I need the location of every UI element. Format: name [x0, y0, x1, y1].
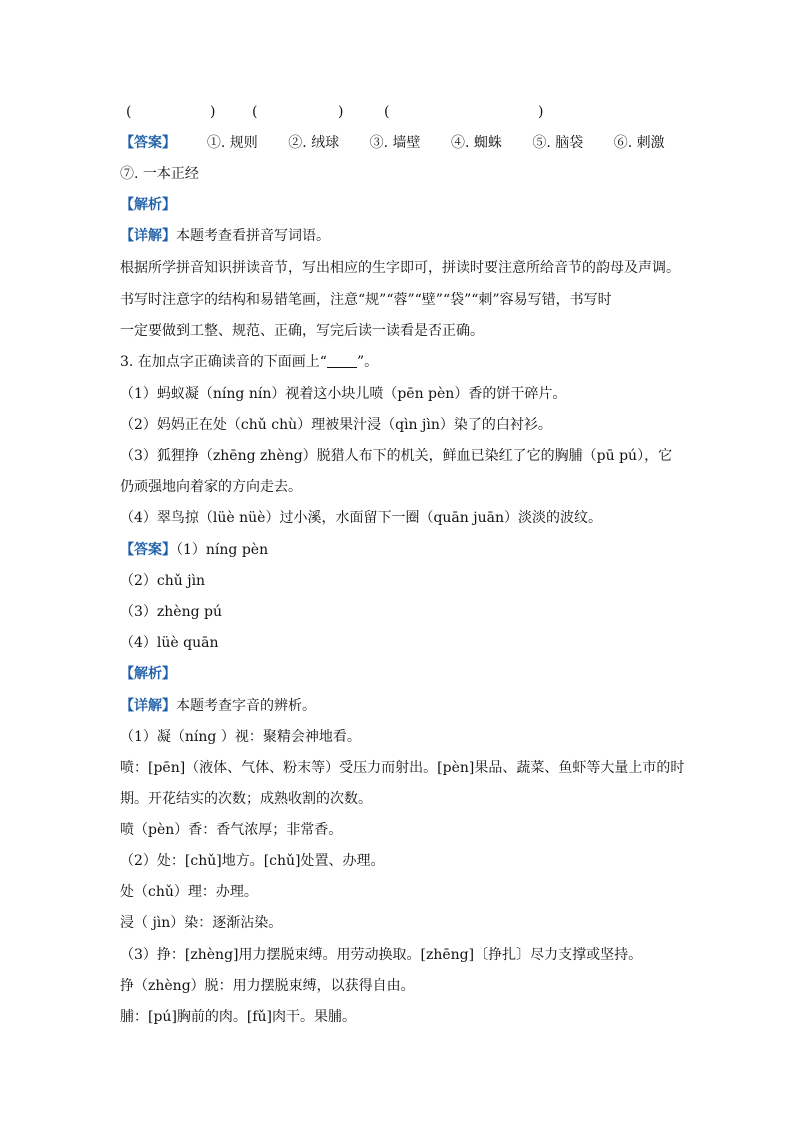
- analysis-line: 期。开花结实的次数；成熟收割的次数。: [120, 791, 372, 807]
- answer-item: ⑥. 刺激: [613, 135, 665, 151]
- analysis-line: （2）处：[chǔ]地方。[chǔ]处置、办理。: [120, 853, 385, 869]
- answer-line-1: [120, 133, 665, 153]
- close-bracket: ): [210, 104, 216, 120]
- detail-line: [120, 696, 316, 716]
- detail-tag: 【详解】: [120, 228, 176, 244]
- close-bracket: ): [538, 104, 544, 120]
- detail-text: 本题考查看拼音写词语。: [176, 228, 330, 244]
- answer-tag: 【答案】: [120, 542, 176, 558]
- analysis-line: 处（chǔ）理：办理。: [120, 884, 258, 900]
- answer-item: ③. 墙壁: [369, 135, 421, 151]
- question-item: （3）狐狸挣（zhēng zhèng）脱猎人布下的机关，鲜血已染红了它的胸脯（pū pú），它: [120, 448, 673, 464]
- analysis-tag: 【解析】: [120, 197, 176, 213]
- question-item: （4）翠鸟掠（lüè nüè）过小溪，水面留下一圈（quān juān）淡淡的波纹。: [120, 510, 602, 526]
- answer-tag: 【答案】: [120, 135, 176, 151]
- answer-3-item: （4）lüè quān: [120, 635, 219, 651]
- analysis-line: （3）挣：[zhèng]用力摆脱束缚。用劳动换取。[zhēng]〔挣扎〕尽力支撑或坚持。: [120, 947, 643, 963]
- analysis-line: 喷（pèn）香：香气浓厚；非常香。: [120, 822, 343, 838]
- answer-item-7: ⑦. 一本正经: [120, 166, 199, 182]
- answer-item: ①. 规则: [206, 135, 258, 151]
- answer-item: ⑤. 脑袋: [532, 135, 584, 151]
- analysis-line: （1）凝（níng ）视：聚精会神地看。: [120, 729, 361, 745]
- analysis-paragraph-line: 根据所学拼音知识拼读音节，写出相应的生字即可，拼读时要注意所给音节的韵母及声调。: [120, 260, 680, 276]
- analysis-line: 喷：[pēn]（液体、气体、粉末等）受压力而射出。[pèn]果品、蔬菜、鱼虾等大量上市的时: [120, 760, 685, 776]
- answer-3-line: [120, 540, 268, 560]
- question-3-stem: [120, 352, 378, 372]
- underline-blank: [327, 353, 357, 368]
- question-item: （2）妈妈正在处（chǔ chù）理被果汁浸（qìn jìn）染了的白衬衫。: [120, 417, 552, 433]
- question-stem-end: ”。: [356, 354, 379, 370]
- detail-tag: 【详解】: [120, 698, 176, 714]
- answer-item: ④. 蜘蛛: [450, 135, 502, 151]
- analysis-line: 脯：[pú]胸前的肉。[fǔ]肉干。果脯。: [120, 1009, 357, 1025]
- analysis-paragraph-line: 一定要做到工整、规范、正确，写完后读一读看是否正确。: [120, 323, 484, 339]
- close-bracket: ): [338, 104, 344, 120]
- answer-3-item: （3）zhèng pú: [120, 604, 222, 620]
- open-bracket: (: [384, 104, 390, 120]
- answer-3-item: （2）chǔ jìn: [120, 573, 206, 589]
- analysis-tag: 【解析】: [120, 666, 176, 682]
- analysis-line: 挣（zhèng）脱：用力摆脱束缚，以获得自由。: [120, 978, 415, 994]
- answer-3-item: （1）níng pèn: [176, 542, 269, 558]
- answer-item: ②. 绒球: [288, 135, 340, 151]
- question-stem-text: 3. 在加点字正确读音的下面画上“: [120, 354, 327, 370]
- detail-line: [120, 226, 330, 246]
- analysis-paragraph-line: 书写时注意字的结构和易错笔画，注意“规”“蓉”“壁”“袋”“刺”容易写错，书写时: [120, 292, 612, 308]
- open-bracket: (: [252, 104, 258, 120]
- open-bracket: (: [126, 104, 132, 120]
- analysis-line: 浸（ jìn）染：逐渐沾染。: [120, 915, 283, 931]
- question-item-continuation: 仍顽强地向着家的方向走去。: [120, 479, 302, 495]
- question-item: （1）蚂蚁凝（níng nín）视着这小块儿喷（pēn pèn）香的饼干碎片。: [120, 386, 567, 402]
- detail-text: 本题考查字音的辨析。: [176, 698, 316, 714]
